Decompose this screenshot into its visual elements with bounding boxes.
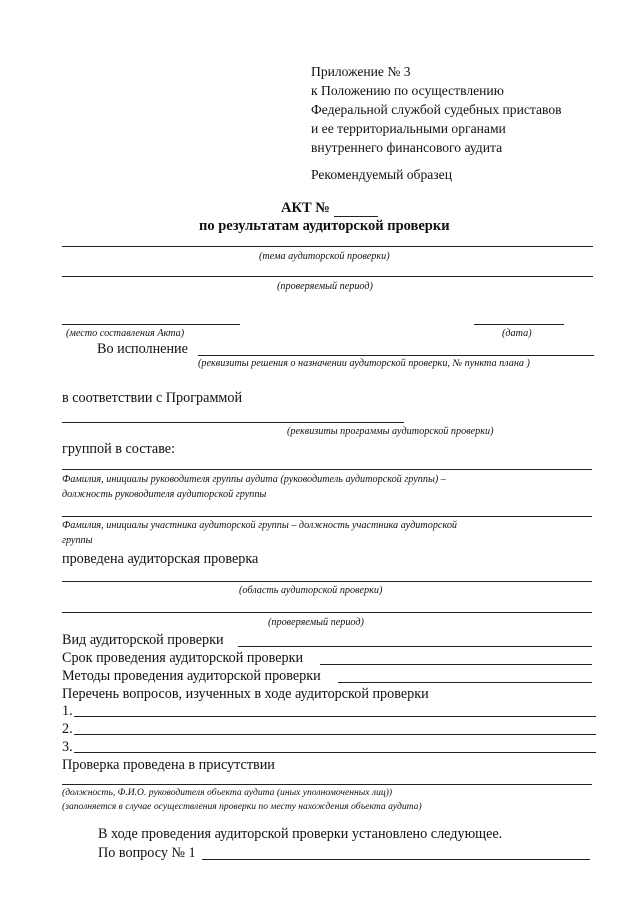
date-line	[474, 324, 564, 325]
group-label: группой в составе:	[62, 441, 176, 457]
question-number-label: По вопросу № 1	[98, 845, 196, 861]
act-number-line	[334, 216, 378, 217]
act-subtitle: по результатам аудиторской проверки	[199, 218, 450, 234]
decision-line	[198, 355, 594, 356]
program-line	[62, 422, 404, 423]
recommended-sample: Рекомендуемый образец	[311, 167, 452, 182]
fill-note-caption: (заполняется в случае осуществления проверки по месту нахождения объекта аудита)	[62, 801, 422, 812]
topic-caption: (тема аудиторской проверки)	[259, 251, 390, 262]
official-caption: (должность, Ф.И.О. руководителя объекта аудита (иных уполномоченных лиц))	[62, 787, 393, 798]
question-3-line	[74, 752, 596, 753]
scope-line	[62, 581, 592, 582]
leader-caption-1: Фамилия, инициалы руководителя группы аудита (руководитель аудиторской группы) –	[62, 474, 446, 485]
period2-caption: (проверяемый период)	[268, 617, 364, 628]
scope-caption: (область аудиторской проверки)	[239, 585, 383, 596]
established-text: В ходе проведения аудиторской проверки установлено следующее.	[98, 826, 503, 842]
leader-caption-2: должность руководителя аудиторской группы	[62, 489, 267, 500]
period-caption: (проверяемый период)	[277, 281, 373, 292]
period-line	[62, 276, 593, 277]
question-1-number: 1.	[62, 703, 73, 719]
date-caption: (дата)	[502, 328, 532, 339]
decision-caption: (реквизиты решения о назначении аудиторской проверки, № пункта плана )	[198, 358, 530, 369]
question-2-number: 2.	[62, 721, 73, 737]
presence-label: Проверка проведена в присутствии	[62, 757, 275, 773]
program-label: в соответствии с Программой	[62, 390, 243, 406]
act-title: АКТ №	[281, 200, 330, 216]
question-3-number: 3.	[62, 739, 73, 755]
presence-line	[62, 784, 592, 785]
audit-term-label: Срок проведения аудиторской проверки	[62, 650, 304, 666]
question-1-line	[74, 716, 596, 717]
pursuant-label: Во исполнение	[97, 341, 188, 357]
question-answer-line	[202, 859, 590, 860]
place-line	[62, 324, 240, 325]
audit-type-line	[238, 646, 592, 647]
questions-label: Перечень вопросов, изученных в ходе аудиторской проверки	[62, 686, 429, 702]
header-line-5: внутреннего финансового аудита	[311, 140, 503, 155]
conducted-label: проведена аудиторская проверка	[62, 551, 259, 567]
audit-type-label: Вид аудиторской проверки	[62, 632, 224, 648]
member-caption-1: Фамилия, инициалы участника аудиторской группы – должность участника аудиторской	[62, 520, 458, 531]
audit-term-line	[320, 664, 592, 665]
audit-methods-label: Методы проведения аудиторской проверки	[62, 668, 321, 684]
place-caption: (место составления Акта)	[66, 328, 185, 339]
question-2-line	[74, 734, 596, 735]
leader-line	[62, 469, 592, 470]
topic-line	[62, 246, 593, 247]
header-line-3: Федеральной службой судебных приставов	[311, 102, 562, 117]
program-caption: (реквизиты программы аудиторской проверки)	[287, 426, 494, 437]
header-line-4: и ее территориальными органами	[311, 121, 506, 136]
appendix-number: Приложение № 3	[311, 64, 411, 79]
header-line-2: к Положению по осуществлению	[311, 83, 504, 98]
audit-methods-line	[338, 682, 592, 683]
period2-line	[62, 612, 592, 613]
member-caption-2: группы	[62, 535, 93, 546]
member-line	[62, 516, 592, 517]
